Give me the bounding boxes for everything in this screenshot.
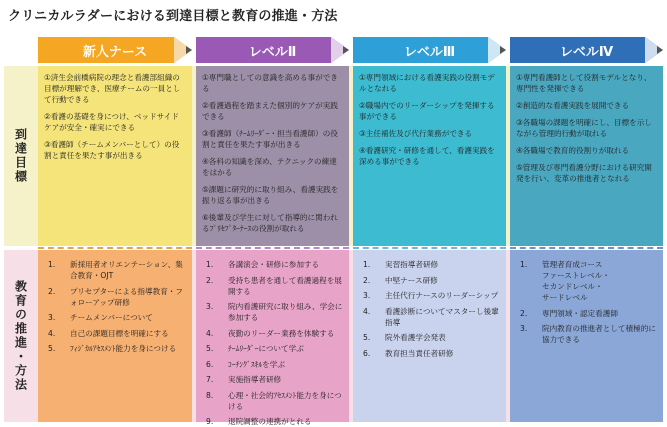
method-item: 3. 院内看護研究に取り組み、学会に参加する — [206, 302, 343, 322]
method-item: 1. 管理者育成コース ファーストレベル・ セカンドレベル・ サードレベル — [520, 260, 610, 302]
methods-column-3 — [353, 250, 506, 422]
method-item: 3. チームメンバーについて — [48, 313, 153, 322]
goal-item: ①済生会前橋病院の理念と看護部組織の目標が理解でき、医療チームの一員として行動できる — [44, 73, 181, 104]
goal-item: ③各職場の課題を明確にし、目標を示しながら管理的行動が取れる — [516, 118, 652, 138]
goals-column-2 — [196, 66, 349, 246]
goal-item: ①専門看護師として役割モデルとなり、専門性を発揮できる — [516, 73, 652, 93]
method-item: 5. ﾌｨｼﾞｶﾙｱｾｽﾒﾝﾄ能力を身につける — [48, 344, 177, 353]
level-tab-label-4: レベルⅣ — [559, 44, 614, 60]
method-item: 2. 中堅ナース研修 — [363, 275, 438, 285]
method-item: 3. 院内教育の推進者として積極的に協力できる — [520, 324, 656, 344]
row-label-goals: 到達目標 — [13, 128, 28, 184]
method-item: 4. 夜勤のリーダー業務を体験する — [206, 328, 335, 338]
method-item: 4. 看護診断についてマスターし後輩指導 — [363, 306, 499, 327]
goal-item: ②創造的な看護実践を展開できる — [516, 101, 630, 110]
goal-item: ⑤課題に研究的に取り組み、看護実践を振り返る事が出きる — [202, 185, 339, 205]
goal-item: ②看護過程を踏まえた個別的ケアが実践できる — [202, 101, 338, 121]
method-item: 8. 心理・社会的ｱｾｽﾒﾝﾄ能力を身につける — [206, 390, 342, 411]
method-item: 5. 院外看護学会発表 — [363, 333, 446, 342]
method-item: 2. プリセプターによる指導教育・フォローアップ研修 — [48, 286, 183, 307]
goal-item: ④看護研究・研修を通して、看護実践を深める事ができる — [359, 146, 495, 166]
method-item: 2. 受持ち患者を通して看護過程を展開する — [206, 275, 342, 296]
method-item: 4. 自己の課題目標を明確にする — [48, 328, 169, 338]
goal-item: ②職場内でのリーダーシップを発揮する事ができる — [359, 101, 495, 121]
page-title: クリニカルラダーにおける到達目標と教育の推進・方法 — [8, 9, 338, 24]
goal-item: ③看護師（ﾁｰﾑﾘｰﾀﾞｰ・担当看護師）の役割と責任を果たす事が出きる — [202, 129, 338, 149]
level-tab-label-3: レベルⅢ — [403, 44, 456, 60]
method-item: 3. 主任代行ナースのリーダーシップ — [363, 291, 499, 300]
goal-item: ②看護の基礎を身につけ、ベッドサイドケアが安全・確実にできる — [44, 112, 179, 132]
methods-column-2 — [196, 250, 349, 426]
goal-item: ④各科の知識を深め、テクニックの練達をはかる — [202, 157, 337, 177]
level-tab-1 — [38, 37, 192, 63]
row-label-methods: 教育の推進・方法 — [13, 280, 28, 392]
method-item: 5. ﾁｰﾑﾘｰﾀﾞｰについて学ぶ — [206, 344, 304, 353]
method-item: 1. 新採用者オリエンテーション、集合教育・OJT — [48, 260, 183, 280]
goals-column-1 — [38, 66, 192, 246]
goals-column-3 — [353, 66, 506, 246]
method-item: 6. 教育担当責任者研修 — [363, 348, 454, 358]
goal-item: ①専門職としての意識を高める事ができる — [202, 73, 338, 93]
method-item: 6. ｺｰﾁﾝｸﾞｽｷﾙを学ぶ — [206, 359, 285, 369]
level-tab-label-1: 新人ナース — [82, 44, 148, 60]
methods-column-1 — [38, 250, 192, 422]
level-tab-4 — [510, 37, 663, 63]
method-item: 1. 各講演会・研修に参加する — [206, 260, 320, 269]
goal-item: ④各職場で教育的役割りが取れる — [516, 146, 630, 155]
goals-column-4 — [510, 66, 663, 246]
level-tab-2 — [196, 37, 349, 63]
goal-item: ③看護師（チームメンバーとして）の役割と責任を果たす事が出きる — [44, 140, 180, 160]
method-item: 1. 実習指導者研修 — [363, 260, 439, 269]
level-tab-label-2: レベルⅡ — [248, 44, 297, 60]
method-item: 7. 実施指導者研修 — [206, 375, 282, 384]
level-tab-3 — [353, 37, 506, 63]
method-item: 9. 退院調整の連携がとれる — [206, 417, 312, 426]
methods-column-4 — [510, 250, 663, 422]
method-item: 2. 専門領域・認定看護師 — [520, 308, 618, 318]
goal-item: ⑥後輩及び学生に対して指導的に関われるﾌﾟﾘｾﾌﾟﾀｰﾅｰｽの役割が取れる — [202, 213, 338, 233]
goal-item: ①専門領域における看護実践の役割モデルとなれる — [359, 73, 495, 93]
goal-item: ③主任補佐及び代行業務ができる — [359, 129, 473, 138]
goal-item: ⑤管理及び専門看護分野における研究開発を行い、変革の推進者となれる — [516, 163, 652, 183]
